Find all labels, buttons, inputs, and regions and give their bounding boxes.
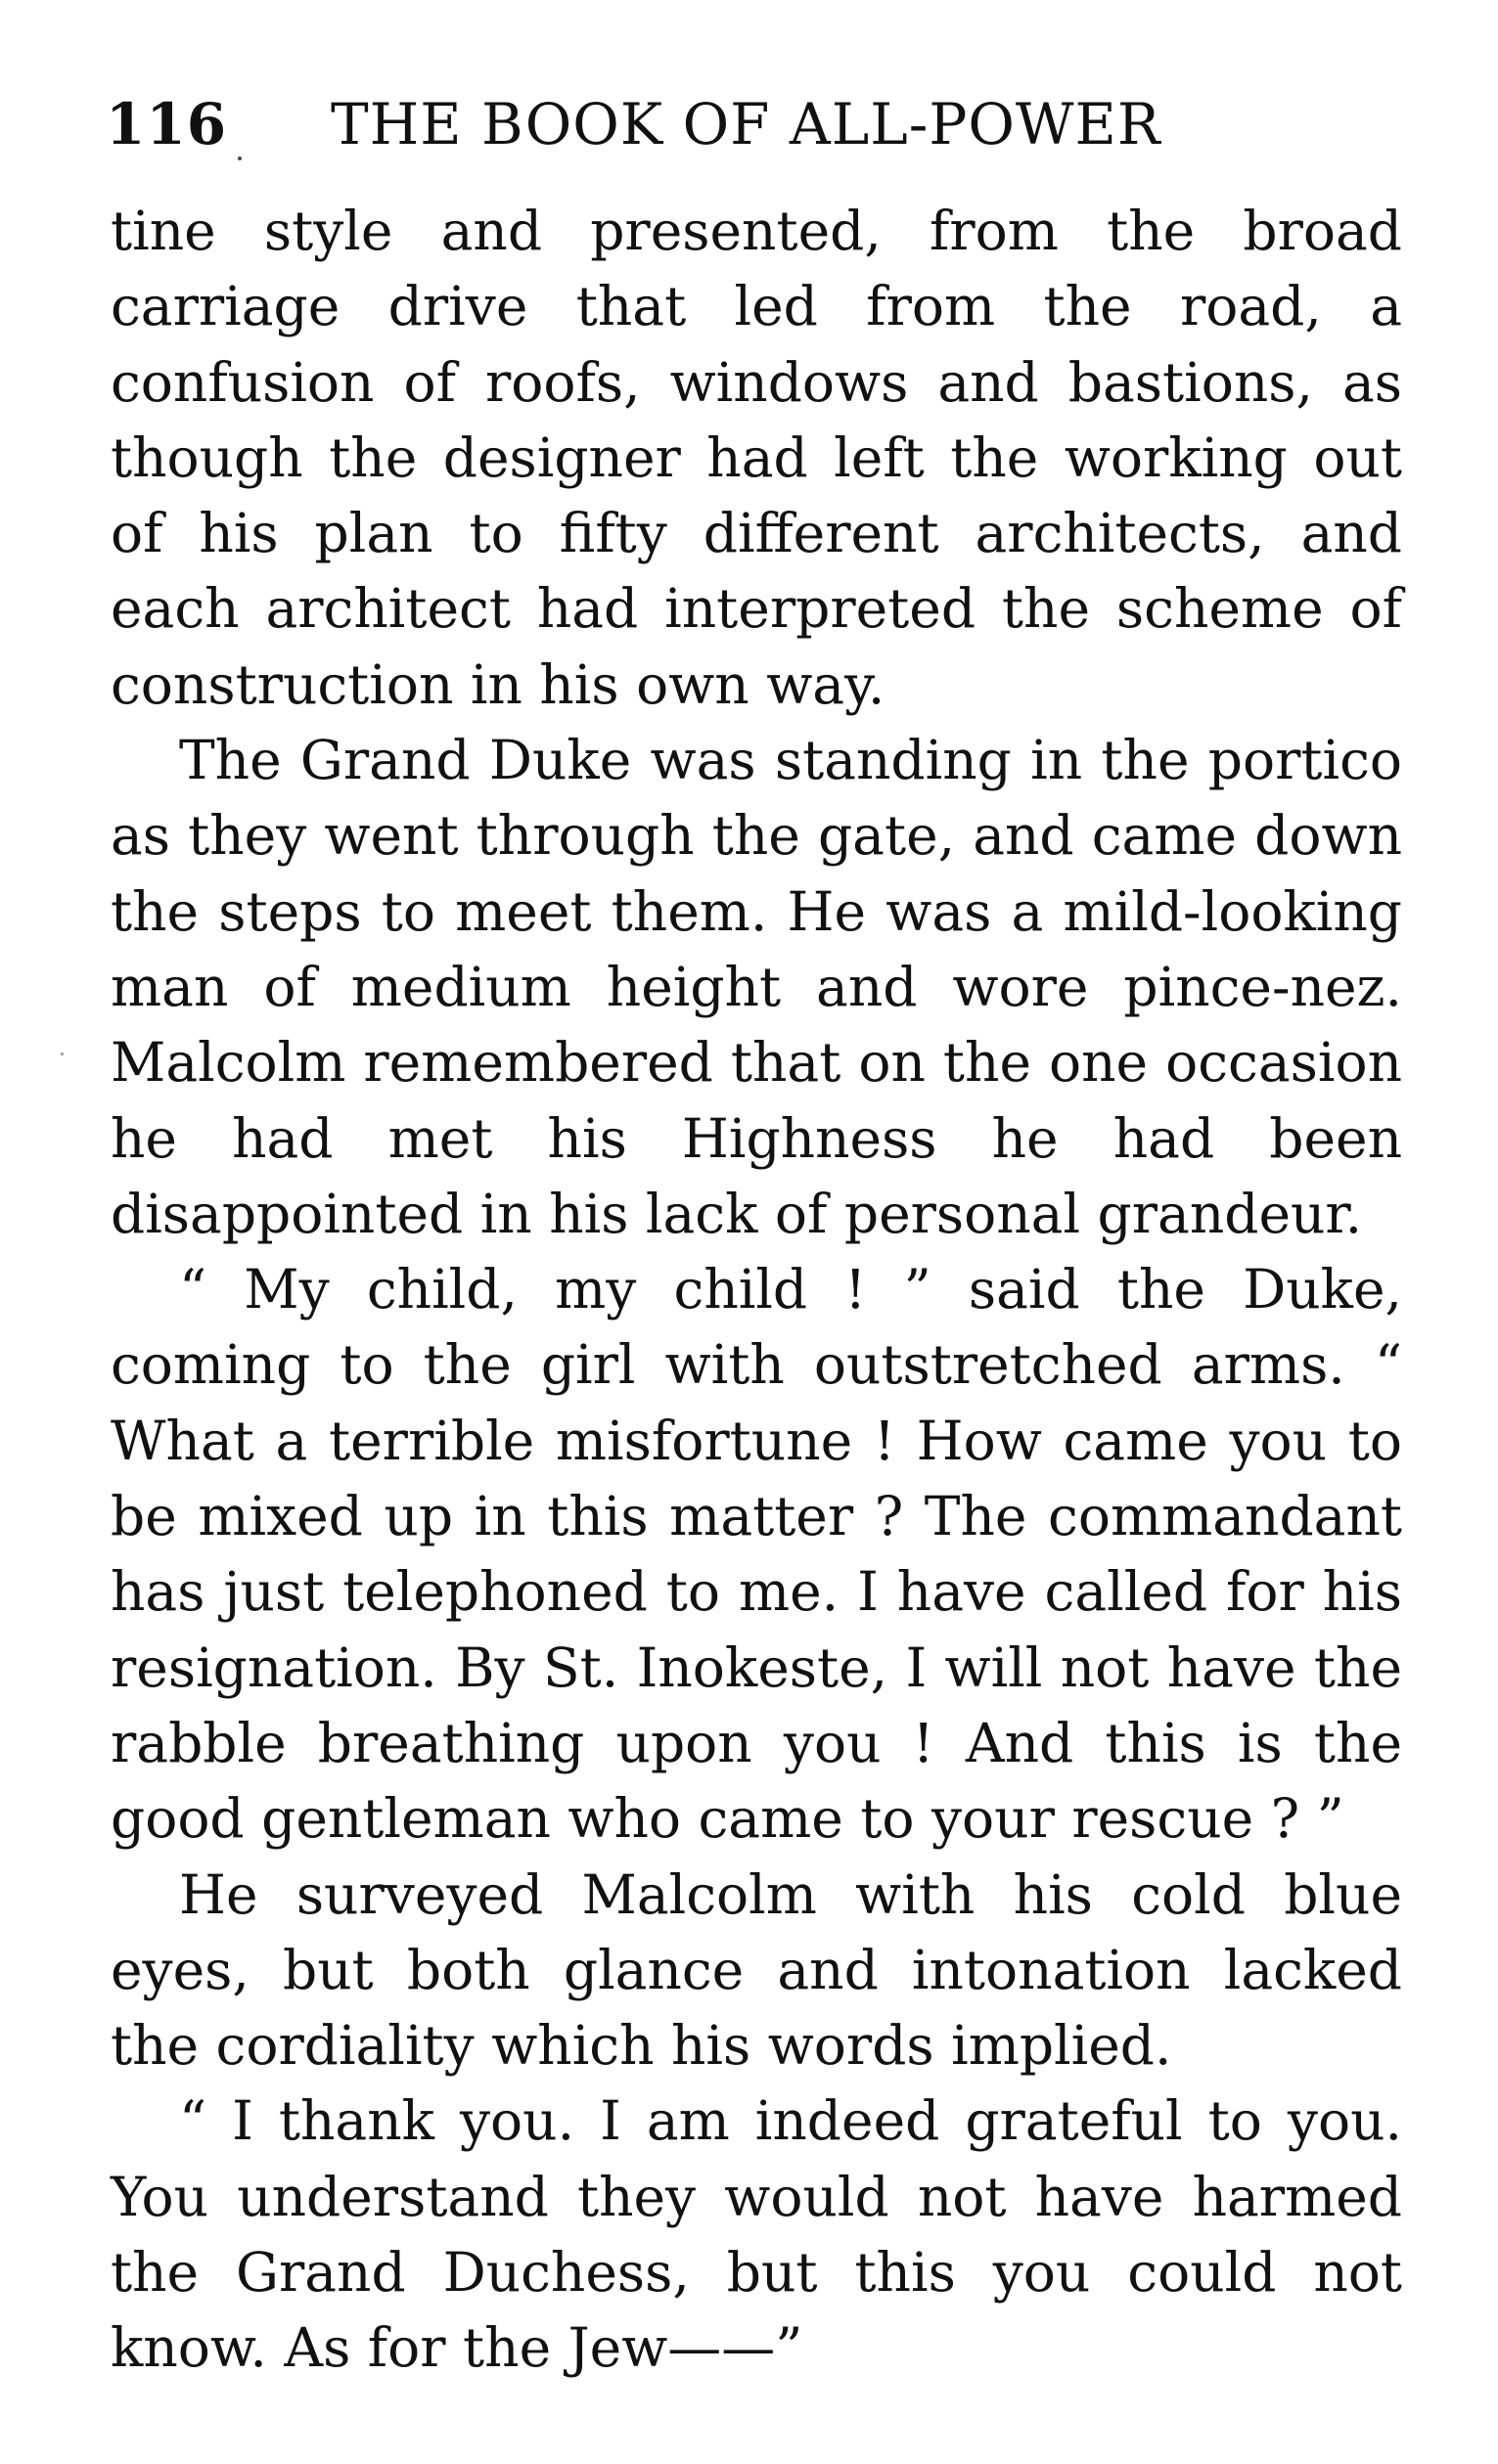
paragraph: [111, 2083, 1402, 2386]
running-head: [106, 90, 1407, 158]
paragraph-text: “ I thank you. I am indeed grateful to you. You understand they would not have harmed the Grand Duchess, but this you could not know. As for the Jew——”: [111, 2089, 1402, 2380]
paragraph: [111, 723, 1402, 1252]
paragraph-text: The Grand Duke was standing in the portico as they went through the gate, and came down the steps to meet them. He was a mild-looking man of medium height and wore pince-nez. Malcolm remembered that on the one occasion he had met his Highness he had been disappointed in his lack of personal grandeur.: [111, 729, 1402, 1245]
paragraph-text: He surveyed Malcolm with his cold blue eyes, but both glance and intonation lacked the cordiality which his words implied.: [111, 1862, 1402, 2078]
body-text: [111, 194, 1402, 2387]
page-number: 116: [106, 91, 228, 157]
paragraph-text: “ My child, my child ! ” said the Duke, coming to the girl with outstretched arms. “ What a terrible misfortune ! How came you to be mixed up in this matter ? The commandant has just telephoned to me. I have called for his resignation. By St. Inokeste, I will not have the rabble breathing upon you ! And this is the good gentleman who came to your rescue ? ”: [111, 1258, 1402, 1851]
print-speck: [238, 157, 242, 160]
book-title: THE BOOK OF ALL-POWER: [331, 91, 1161, 157]
print-speck: [61, 1053, 64, 1055]
paragraph-continued: tine style and presented, from the broad carriage drive that led from the road, a confusion of roofs, windows and bastions, as though the designer had left the working out of his plan to fifty different architects, and each architect had interpreted the scheme of construction in his own way.: [111, 200, 1402, 716]
paragraph: [111, 1858, 1402, 2084]
paragraph: [111, 1252, 1402, 1857]
